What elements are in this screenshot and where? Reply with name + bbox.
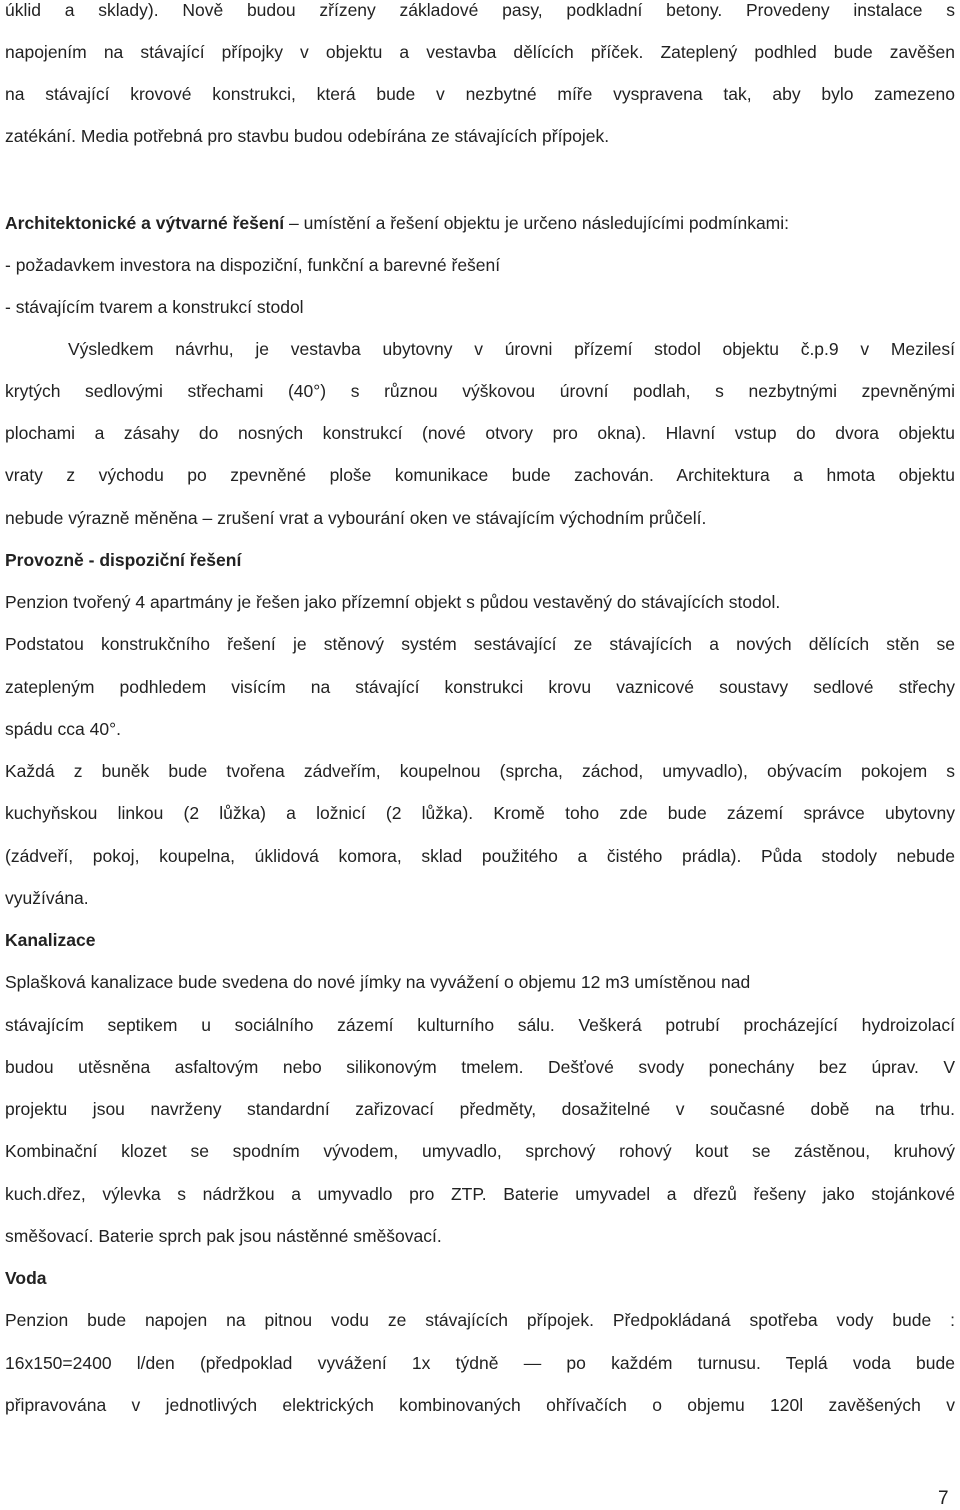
- page-number: 7: [938, 1488, 949, 1509]
- bullet-item: - stávajícím tvarem a konstrukcí stodol: [5, 297, 304, 317]
- paragraph-line: Podstatou konstrukčního řešení je stěnový systém sestávající ze stávajících a nových dělících stěn se: [5, 634, 955, 654]
- arch-intro-text: – umístění a řešení objektu je určeno následujícími podmínkami:: [284, 213, 790, 233]
- paragraph-line: zatékání. Media potřebná pro stavbu budou odebírána ze stávajících přípojek.: [5, 126, 610, 146]
- paragraph-line: Výsledkem návrhu, je vestavba ubytovny v úrovni přízemí stodol objektu č.p.9 v Mezilesí: [68, 339, 955, 359]
- paragraph-line: nebude výrazně měněna – zrušení vrat a vybourání oken ve stávajícím východním průčelí.: [5, 508, 707, 528]
- paragraph-line: využívána.: [5, 888, 89, 908]
- paragraph-line: Každá z buněk bude tvořena zádveřím, koupelnou (sprcha, záchod, umyvadlo), obývacím pokojem s: [5, 761, 955, 781]
- paragraph-line: zatepleným podhledem visícím na stávající konstrukci krovu vaznicové soustavy sedlové střechy: [5, 677, 955, 697]
- section-heading-operation: Provozně - dispoziční řešení: [5, 550, 242, 570]
- paragraph-line: Kombinační klozet se spodním vývodem, umyvadlo, sprchový rohový kout se zástěnou, kruhový: [5, 1141, 955, 1161]
- paragraph-line: kuchyňskou linkou (2 lůžka) a ložnicí (2 lůžka). Kromě toho zde bude zázemí správce ubytovny: [5, 803, 955, 823]
- paragraph-line: krytých sedlovými střechami (40°) s různou výškovou úrovní podlah, s nezbytnými zpevněnými: [5, 381, 955, 401]
- section-heading-architecture: Architektonické a výtvarné řešení: [5, 213, 285, 233]
- paragraph-line: úklid a sklady). Nově budou zřízeny základové pasy, podkladní betony. Provedeny instalace s: [5, 0, 955, 20]
- section-heading-water: Voda: [5, 1268, 47, 1288]
- bullet-item: - požadavkem investora na dispoziční, funkční a barevné řešení: [5, 255, 501, 275]
- paragraph-line: Splašková kanalizace bude svedena do nové jímky na vyvážení o objemu 12 m3 umístěnou nad: [5, 972, 751, 992]
- paragraph-line: směšovací. Baterie sprch pak jsou nástěnné směšovací.: [5, 1226, 442, 1246]
- paragraph-line: (zádveří, pokoj, koupelna, úklidová komora, sklad použitého a čistého prádla). Půda stodoly nebude: [5, 846, 955, 866]
- paragraph-line: plochami a zásahy do nosných konstrukcí (nové otvory pro okna). Hlavní vstup do dvora objektu: [5, 423, 955, 443]
- paragraph-line: projektu jsou navrženy standardní zařizovací předměty, dosažitelné v současné době na trhu.: [5, 1099, 955, 1119]
- paragraph-line: spádu cca 40°.: [5, 719, 121, 739]
- paragraph-line: 16x150=2400 l/den (předpoklad vyvážení 1x týdně — po každém turnusu. Teplá voda bude: [5, 1353, 955, 1373]
- paragraph-line: vraty z východu po zpevněné ploše komunikace bude zachován. Architektura a hmota objektu: [5, 465, 955, 485]
- arch-intro-line: [5, 211, 955, 235]
- paragraph-line: kuch.dřez, výlevka s nádržkou a umyvadlo pro ZTP. Baterie umyvadel a dřezů řešeny jako stojánkové: [5, 1184, 955, 1204]
- paragraph-line: na stávající krovové konstrukci, která bude v nezbytné míře vyspravena tak, aby bylo zamezeno: [5, 84, 955, 104]
- paragraph-line: připravována v jednotlivých elektrických kombinovaných ohřívačích o objemu 120l zavěšených v: [5, 1395, 955, 1415]
- paragraph-line: Penzion tvořený 4 apartmány je řešen jako přízemní objekt s půdou vestavěný do stávajících stodol.: [5, 592, 781, 612]
- section-heading-sewage: Kanalizace: [5, 930, 96, 950]
- paragraph-line: budou utěsněna asfaltovým nebo silikonovým tmelem. Dešťové svody ponechány bez úprav. V: [5, 1057, 955, 1077]
- paragraph-line: napojením na stávající přípojky v objektu a vestavba dělících příček. Zateplený podhled bude zavěšen: [5, 42, 955, 62]
- paragraph-line: stávajícím septikem u sociálního zázemí kulturního sálu. Veškerá potrubí procházející hydroizolací: [5, 1015, 955, 1035]
- paragraph-line: Penzion bude napojen na pitnou vodu ze stávajících přípojek. Předpokládaná spotřeba vody bude :: [5, 1310, 955, 1330]
